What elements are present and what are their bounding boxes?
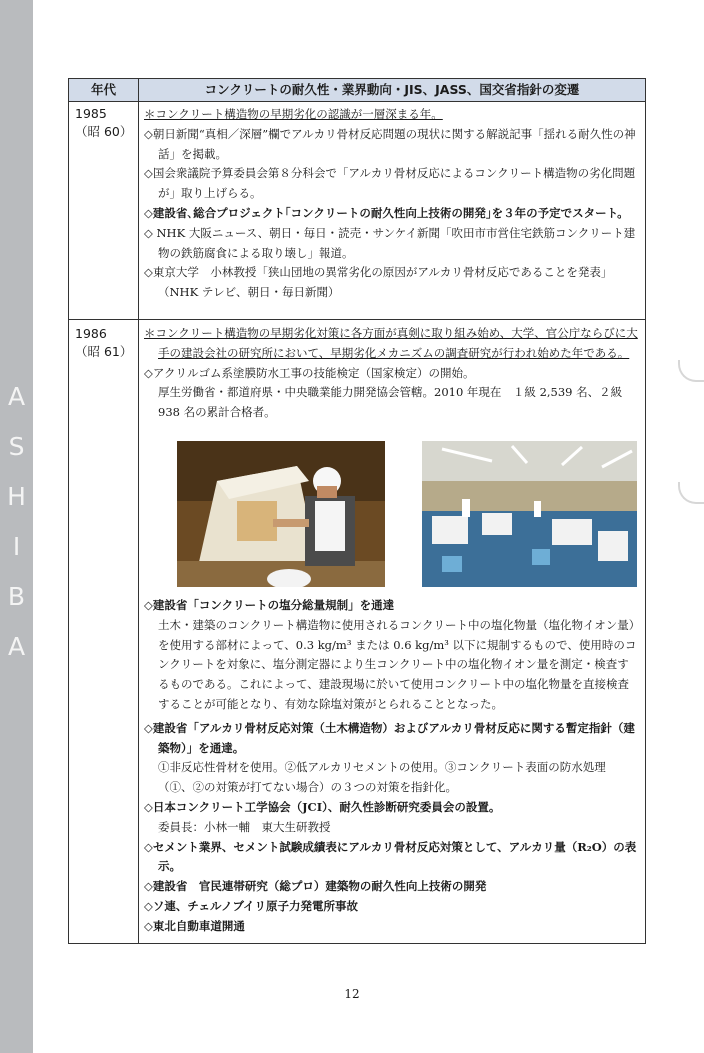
photo-worker-coating	[177, 441, 385, 587]
entry-text: ◇ NHK 大阪ニュース、朝日・毎日・読売・サンケイ新聞「吹田市市営住宅鉄筋コンクリート建物の鉄筋腐食による取り壊し」報道。	[144, 225, 636, 260]
entry-text: ◇東京大学 小林教授「狭山団地の異常劣化の原因がアルカリ骨材反応であることを発表」	[144, 265, 613, 280]
header-title: コンクリートの耐久性・業界動向・JIS、JASS、国交省指針の変遷	[204, 82, 580, 97]
entry-text: ◇建設省「アルカリ骨材反応対策（土木構造物）およびアルカリ骨材反応に関する暫定指針（建築物）」を通達。	[144, 720, 635, 755]
entries-1986-top	[144, 324, 639, 423]
column-divider	[138, 101, 139, 943]
table-header	[69, 79, 645, 102]
year-cell-1986	[75, 325, 135, 361]
year-label: 1986	[75, 326, 107, 341]
side-label: A S H I B A	[7, 382, 26, 661]
entry-text: ＊コンクリート構造物の早期劣化の認識が一層深まる年。	[144, 107, 443, 121]
entry-text: （NHK テレビ、朝日・毎日新聞）	[158, 285, 340, 300]
entry-text: ◇ソ連、チェルノブイリ原子力発電所事故	[144, 898, 359, 913]
row-divider	[69, 319, 645, 320]
entries-1985	[144, 105, 639, 303]
entry-text: ◇アクリルゴム系塗膜防水工事の技能検定（国家検定）の開始。	[144, 365, 475, 380]
page-number: 12	[344, 987, 360, 1001]
era-label: （昭 61）	[75, 344, 133, 359]
history-table	[68, 78, 646, 944]
binder-hole-mark	[678, 360, 704, 382]
entry-text: ◇国会衆議院予算委員会第８分科会で「アルカリ骨材反応によるコンクリート構造物の劣化問題が」取り上げらる。	[144, 166, 636, 201]
entry-text: ◇朝日新聞“真相／深層”欄でアルカリ骨材反応問題の現状に関する解説記事「揺れる耐久性の神話」を掲載。	[144, 126, 636, 161]
entry-text: ◇建設省「コンクリートの塩分総量規制」を通達	[144, 598, 395, 612]
era-label: （昭 60）	[75, 124, 133, 139]
entry-text: ◇建設省､総合プロジェクト｢コンクリートの耐久性向上技術の開発｣を３年の予定でスタート。	[144, 205, 629, 220]
year-cell-1985	[75, 105, 135, 141]
entry-text: ◇東北自動車道開通	[144, 918, 245, 933]
entry-text: 土木・建築のコンクリート構造物に使用されるコンクリート中の塩化物量（塩化物イオン量）を使用する部材によって、0.3 kg/m³ または 0.6 kg/m³ 以下に規制するもので、使用時のコンクリートを対象に、塩分測定器により生コンクリート中の塩化物イオン量を測定・検査するものである。これによって、建設現場に於いて使用コンクリート中の塩化物量を直接検査することが可能となり、有効な除塩対策がとられることとなった。	[158, 617, 637, 711]
entry-text: ◇建設省 官民連帯研究（総プロ）建築物の耐久性向上技術の開発	[144, 879, 487, 894]
header-year: 年代	[69, 79, 139, 101]
entry-text: ①非反応性骨材を使用。②低アルカリセメントの使用。③コンクリート表面の防水処理（①、②の対策が打てない場合）の３つの対策を指針化。	[158, 760, 606, 795]
photo-exam-hall	[422, 441, 637, 587]
entry-text: ◇日本コンクリート工学協会（JCI）、耐久性診断研究委員会の設置。	[144, 799, 501, 814]
entry-text: ＊コンクリート構造物の早期劣化対策に各方面が真剣に取り組み始め、大学、官公庁ならびに大手の建設会社の研究所において、早期劣化メカニズムの調査研究が行われ始めた年である。	[144, 326, 638, 360]
year-label: 1985	[75, 106, 107, 121]
entry-text: 委員長：小林一輔 東大生研教授	[158, 819, 331, 834]
entries-1986-bottom	[144, 596, 639, 937]
binder-hole-mark	[678, 482, 704, 504]
entry-text: ◇セメント業界、セメント試験成績表にアルカリ骨材反応対策として、アルカリ量（R₂O）の表示。	[144, 839, 637, 874]
entry-text: 厚生労働省・都道府県・中央職業能力開発協会管轄。2010 年現在 １級 2,539 名、２級 938 名の累計合格者。	[158, 385, 623, 420]
